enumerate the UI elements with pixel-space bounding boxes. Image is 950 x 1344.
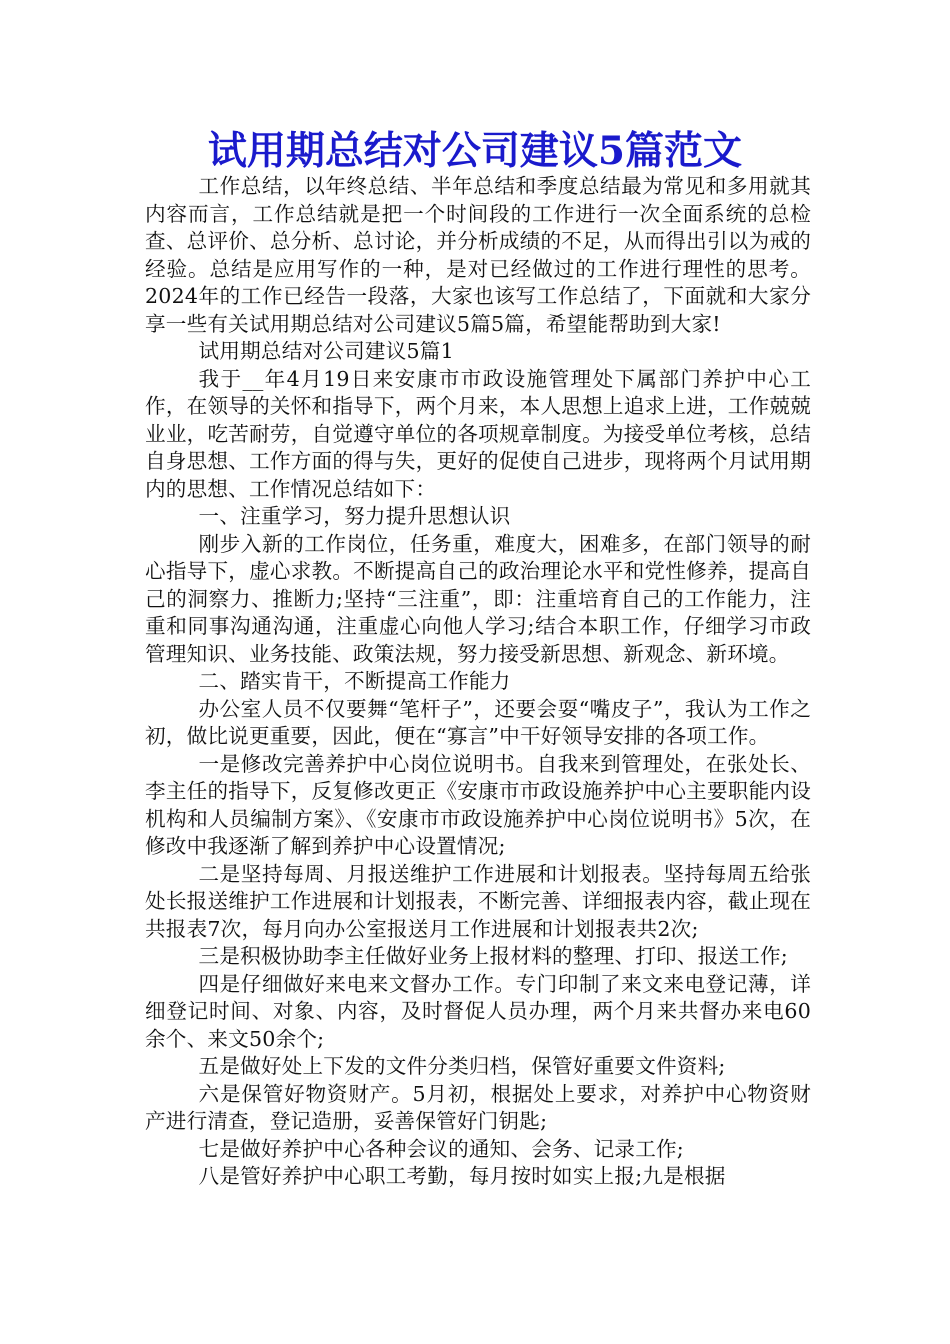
subheading: 二、踏实肯干，不断提高工作能力 [198, 669, 511, 693]
document-title: 试用期总结对公司建议5篇范文 [207, 128, 743, 174]
subheading: 一、注重学习，努力提升思想认识 [198, 504, 511, 528]
list-item-paragraph: 三是积极协助李主任做好业务上报材料的整理、打印、报送工作; [198, 944, 788, 968]
document-body [145, 173, 811, 1191]
list-item-paragraph: 四是仔细做好来电来文督办工作。专门印制了来文来电登记薄，详细登记时间、对象、内容，及时督促人员办理，两个月来共督办来电60余个、来文50余个; [145, 971, 811, 1051]
list-item-paragraph: 八是管好养护中心职工考勤，每月按时如实上报;九是根据 [198, 1164, 726, 1188]
body-paragraph: 刚步入新的工作岗位，任务重，难度大，困难多，在部门领导的耐心指导下，虚心求教。不断提高自己的政治理论水平和党性修养，提高自己的洞察力、推断力;坚持“三注重”，即：注重培育自己的工作能力，注重和同事沟通沟通，注重虚心向他人学习;结合本职工作，仔细学习市政管理知识、业务技能、政策法规，努力接受新思想、新观念、新环境。 [145, 531, 811, 666]
list-item-paragraph: 六是保管好物资财产。5月初，根据处上要求，对养护中心物资财产进行清查，登记造册，妥善保管好门钥匙; [145, 1081, 811, 1133]
body-paragraph: 我于__年4月19日来安康市市政设施管理处下属部门养护中心工作，在领导的关怀和指导下，两个月来，本人思想上追求上进，工作兢兢业业，吃苦耐劳，自觉遵守单位的各项规章制度。为接受单位考核，总结自身思想、工作方面的得与失，更好的促使自己进步，现将两个月试用期内的思想、工作情况总结如下： [145, 366, 811, 501]
section-heading: 试用期总结对公司建议5篇1 [198, 339, 454, 363]
list-item-paragraph: 五是做好处上下发的文件分类归档，保管好重要文件资料; [198, 1054, 726, 1078]
list-item-paragraph: 七是做好养护中心各种会议的通知、会务、记录工作; [198, 1136, 684, 1161]
list-item-paragraph: 二是坚持每周、月报送维护工作进展和计划报表。坚持每周五给张处长报送维护工作进展和计划报表，不断完善、详细报表内容，截止现在共报表7次，每月向办公室报送月工作进展和计划报表共2次; [145, 861, 811, 941]
intro-paragraph: 工作总结，以年终总结、半年总结和季度总结最为常见和多用就其内容而言，工作总结就是把一个时间段的工作进行一次全面系统的总检查、总评价、总分析、总讨论，并分析成绩的不足，从而得出引以为戒的经验。总结是应用写作的一种，是对已经做过的工作进行理性的思考。2024年的工作已经告一段落，大家也该写工作总结了，下面就和大家分享一些有关试用期总结对公司建议5篇5篇，希望能帮助到大家! [145, 174, 811, 336]
body-paragraph: 办公室人员不仅要舞“笔杆子”，还要会耍“嘴皮子”，我认为工作之初，做比说更重要，因此，便在“寡言”中干好领导安排的各项工作。 [145, 696, 811, 748]
list-item-paragraph: 一是修改完善养护中心岗位说明书。自我来到管理处，在张处长、李主任的指导下，反复修改更正《安康市市政设施养护中心主要职能内设机构和人员编制方案》、《安康市市政设施养护中心岗位说明书》5次，在修改中我逐渐了解到养护中心设置情况; [145, 751, 811, 858]
